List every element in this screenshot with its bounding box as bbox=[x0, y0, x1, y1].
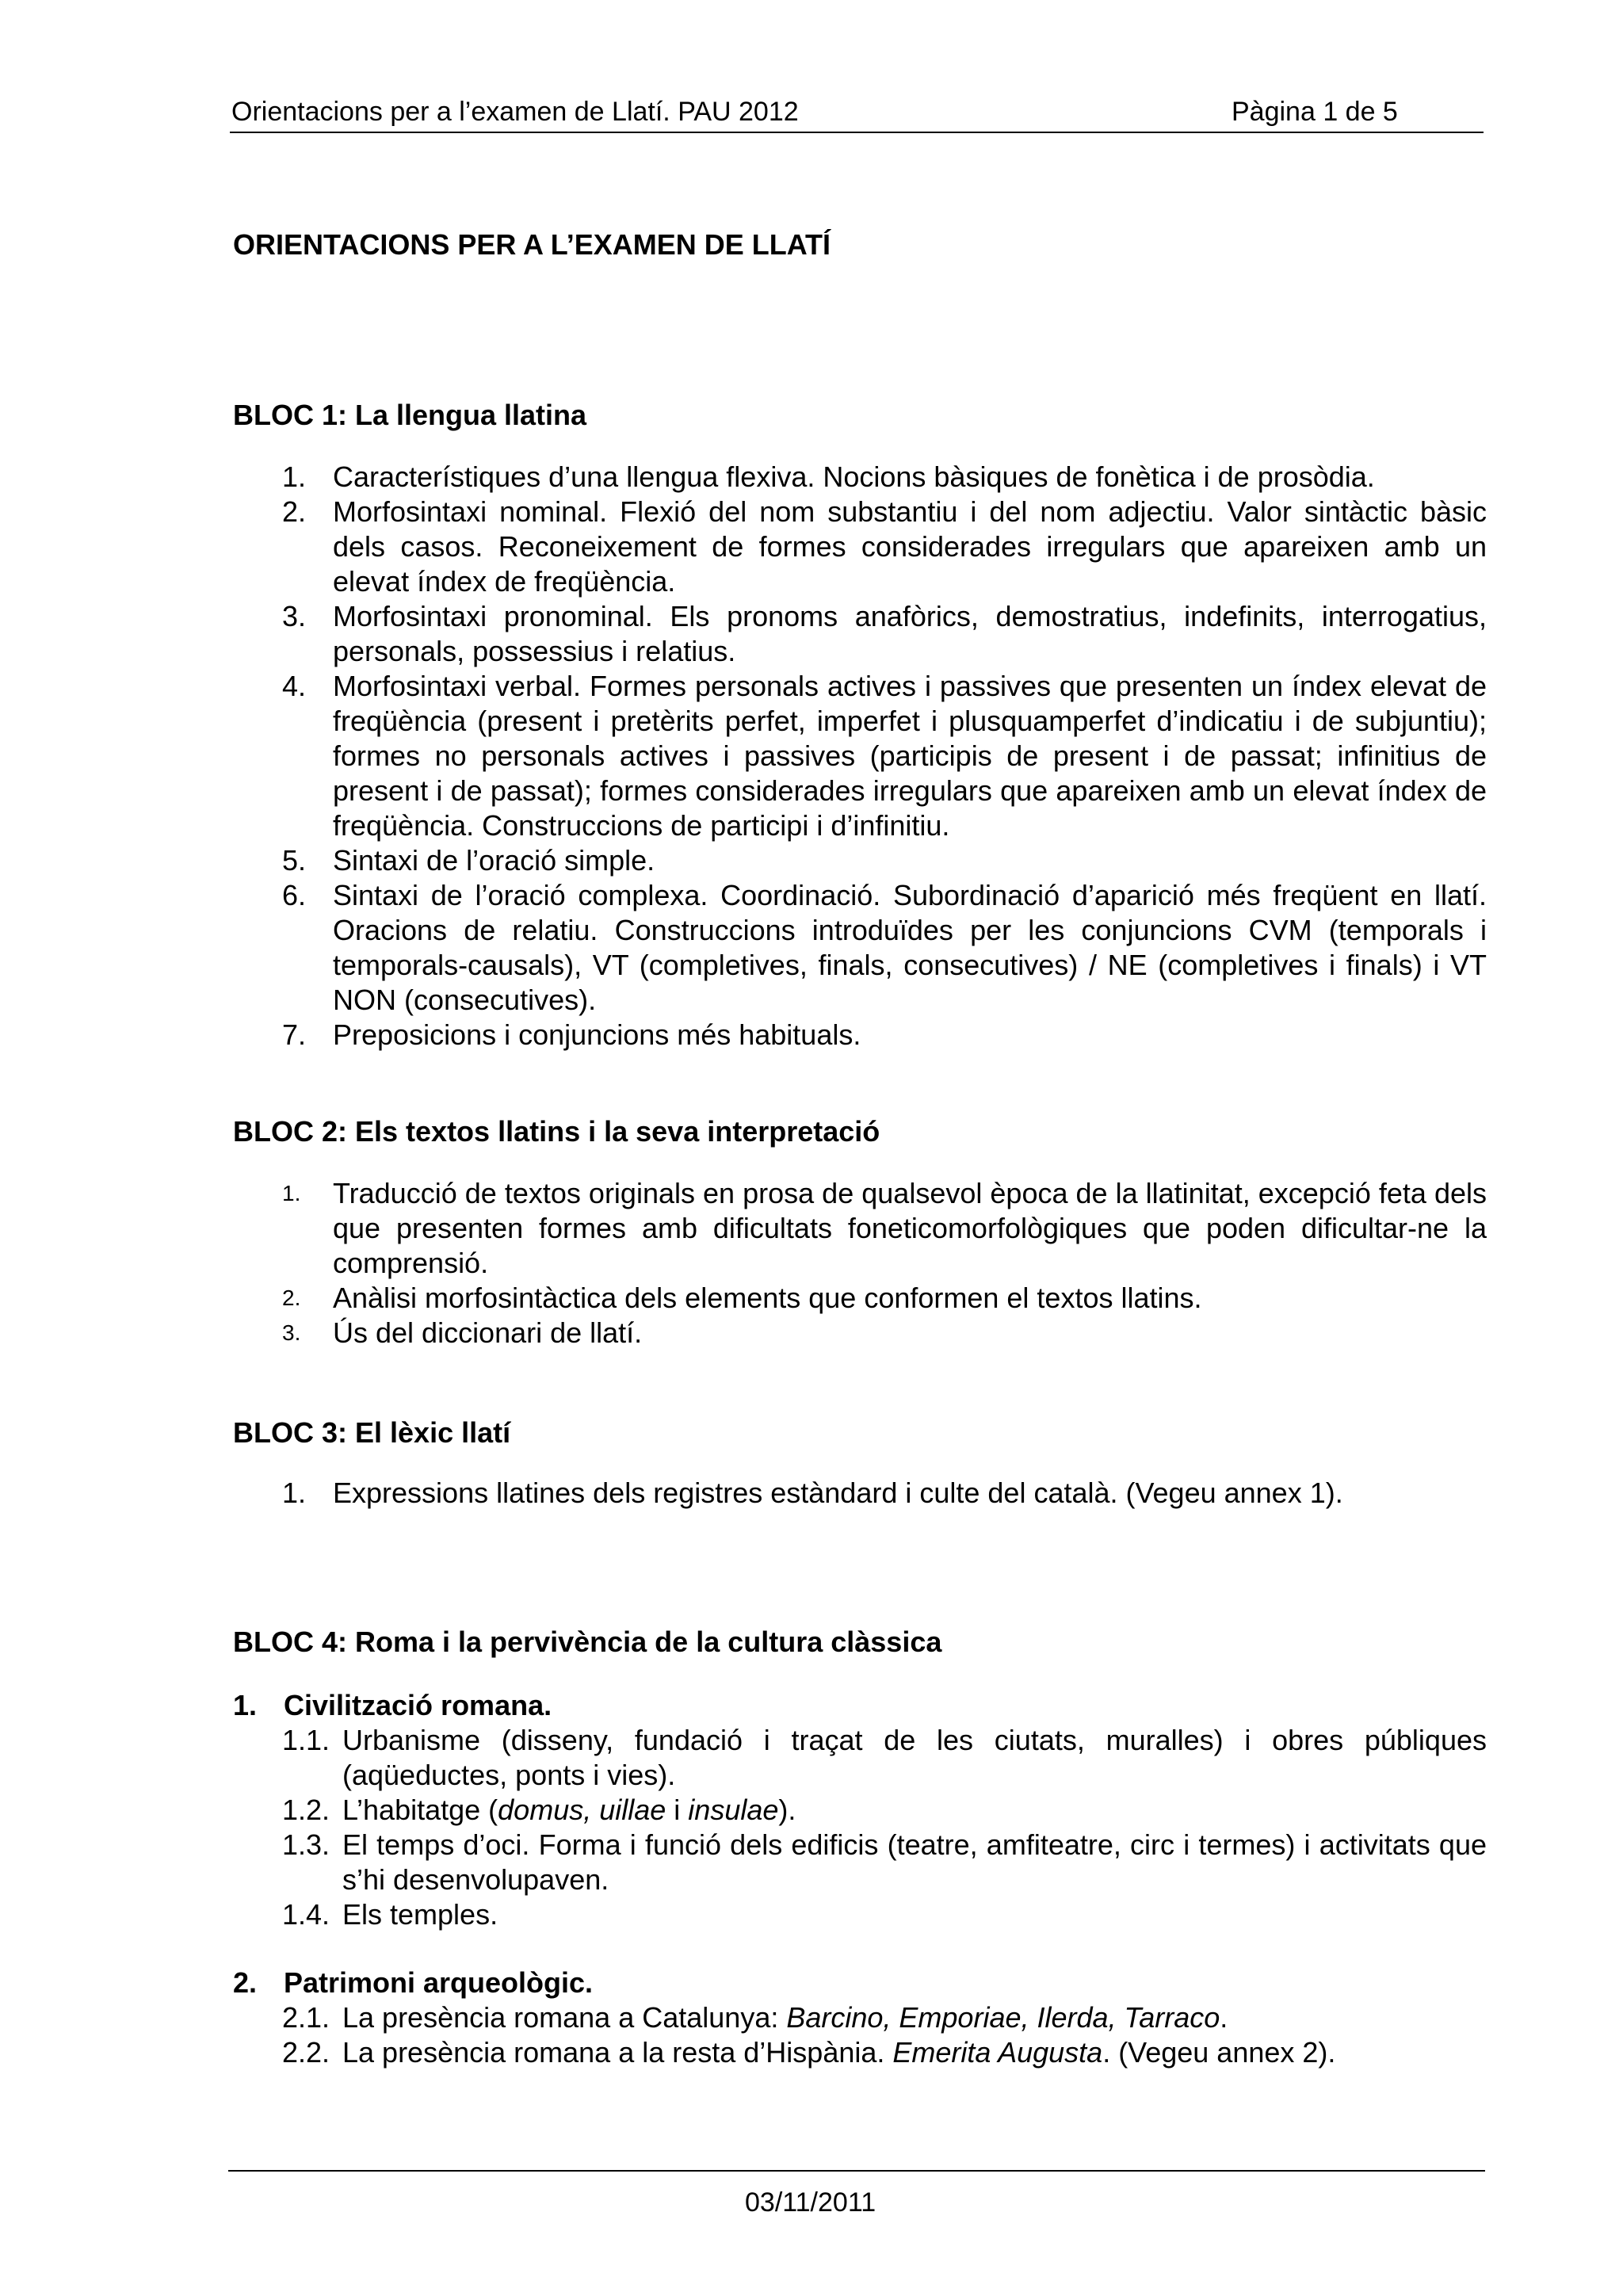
item-number: 1.2. bbox=[282, 1794, 330, 1826]
item-number: 1.4. bbox=[282, 1898, 330, 1931]
item-number: 4. bbox=[282, 670, 307, 702]
item-text-post: . bbox=[1220, 2001, 1228, 2034]
item-text-italic: domus, uillae bbox=[498, 1794, 666, 1826]
item-number: 1. bbox=[282, 1181, 301, 1205]
item-text-post: . (Vegeu annex 2). bbox=[1102, 2036, 1336, 2069]
list-item bbox=[233, 1723, 1487, 1793]
section-number: 2. bbox=[233, 1966, 258, 1999]
item-text-italic: Barcino, Emporiae, Ilerda, Tarraco bbox=[786, 2001, 1220, 2034]
item-text-pre: La presència romana a la resta d’Hispània. bbox=[342, 2036, 893, 2069]
item-number: 1.1. bbox=[282, 1724, 330, 1756]
list-item bbox=[233, 878, 1487, 1018]
header-page-number: Pàgina 1 de 5 bbox=[1232, 97, 1398, 127]
item-text: Característiques d’una llengua flexiva. Nocions bàsiques de fonètica i de prosòdia. bbox=[333, 460, 1375, 493]
header-doc-title: Orientacions per a l’examen de Llatí. PAU 2012 bbox=[231, 97, 799, 127]
list-item bbox=[233, 1176, 1487, 1281]
section-heading bbox=[233, 1966, 1487, 2000]
bloc2-list bbox=[233, 1176, 1487, 1350]
list-item bbox=[233, 1476, 1487, 1511]
item-number: 7. bbox=[282, 1018, 307, 1051]
bloc3-list bbox=[233, 1476, 1487, 1511]
item-number: 3. bbox=[282, 600, 307, 632]
item-text: Els temples. bbox=[342, 1898, 498, 1931]
bloc4-title bbox=[233, 1625, 1487, 1660]
bloc2-title bbox=[233, 1114, 1487, 1149]
bloc4-heading: BLOC 4: Roma i la pervivència de la cultura clàssica bbox=[233, 1626, 942, 1658]
bloc3-heading: BLOC 3: El lèxic llatí bbox=[233, 1416, 511, 1449]
bloc4-section1 bbox=[233, 1688, 1487, 1932]
item-text-pre: La presència romana a Catalunya: bbox=[342, 2001, 787, 2034]
bloc4-section2 bbox=[233, 1966, 1487, 2070]
document-title: ORIENTACIONS PER A L’EXAMEN DE LLATÍ bbox=[233, 228, 831, 261]
section-title: Patrimoni arqueològic. bbox=[284, 1966, 594, 1999]
item-text-post: ). bbox=[778, 1794, 796, 1826]
list-item bbox=[233, 1281, 1487, 1316]
item-number: 1. bbox=[282, 1477, 307, 1509]
item-text: Urbanisme (disseny, fundació i traçat de les ciutats, muralles) i obres públiques (aqüeductes, ponts i vies). bbox=[342, 1724, 1487, 1791]
section-number: 1. bbox=[233, 1689, 258, 1721]
item-number: 1. bbox=[282, 460, 307, 493]
list-item bbox=[233, 1316, 1487, 1350]
item-text: Sintaxi de l’oració simple. bbox=[333, 844, 655, 877]
list-item bbox=[233, 1828, 1487, 1897]
list-item bbox=[233, 495, 1487, 599]
item-number: 6. bbox=[282, 879, 307, 911]
item-text: Expressions llatines dels registres estàndard i culte del català. (Vegeu annex 1). bbox=[333, 1477, 1343, 1509]
list-item bbox=[233, 1018, 1487, 1052]
list-item bbox=[233, 2000, 1487, 2035]
item-number: 5. bbox=[282, 844, 307, 877]
item-text: Ús del diccionari de llatí. bbox=[333, 1316, 643, 1349]
list-item bbox=[233, 460, 1487, 495]
footer-rule bbox=[228, 2170, 1485, 2172]
bloc2-heading: BLOC 2: Els textos llatins i la seva interpretació bbox=[233, 1115, 880, 1148]
section-heading bbox=[233, 1688, 1487, 1723]
list-item bbox=[233, 843, 1487, 878]
item-number: 2. bbox=[282, 1286, 301, 1310]
list-item bbox=[233, 2035, 1487, 2070]
item-number: 1.3. bbox=[282, 1828, 330, 1861]
list-item bbox=[233, 1897, 1487, 1932]
item-number: 3. bbox=[282, 1320, 301, 1345]
item-text: Preposicions i conjuncions més habituals. bbox=[333, 1018, 861, 1051]
item-number: 2.2. bbox=[282, 2036, 330, 2069]
page-header bbox=[230, 94, 1484, 133]
section-title: Civilització romana. bbox=[284, 1689, 552, 1721]
bloc1-heading: BLOC 1: La llengua llatina bbox=[233, 399, 587, 431]
list-item bbox=[233, 669, 1487, 843]
item-text: El temps d’oci. Forma i funció dels edificis (teatre, amfiteatre, circ i termes) i activitats que s’hi desenvolupaven. bbox=[342, 1828, 1487, 1896]
item-text-italic: Emerita Augusta bbox=[892, 2036, 1103, 2069]
item-text-pre: L’habitatge ( bbox=[342, 1794, 498, 1826]
item-text: Traducció de textos originals en prosa de qualsevol època de la llatinitat, excepció feta dels que presenten formes amb dificultats foneticomorfològiques que poden dificultar-ne la comprensió. bbox=[333, 1177, 1487, 1279]
bloc3-title bbox=[233, 1415, 1487, 1450]
item-text: Morfosintaxi nominal. Flexió del nom substantiu i del nom adjectiu. Valor sintàctic bàsic dels casos. Reconeixement de formes considerades irregulars que apareixen amb un elevat índex de freqüència. bbox=[333, 495, 1487, 598]
item-text: Sintaxi de l’oració complexa. Coordinació. Subordinació d’aparició més freqüent en llatí. Oracions de relatiu. Construccions introduïdes per les conjuncions CVM (temporals i temporals-causals), VT (completives, finals, consecutives) / NE (completives i finals) i VT NON (consecutives). bbox=[333, 879, 1487, 1016]
item-text-italic: insulae bbox=[688, 1794, 779, 1826]
bloc1-list bbox=[233, 460, 1487, 1052]
item-number: 2.1. bbox=[282, 2001, 330, 2034]
footer-date: 03/11/2011 bbox=[745, 2187, 876, 2218]
item-text: Morfosintaxi pronominal. Els pronoms anafòrics, demostratius, indefinits, interrogatius, personals, possessius i relatius. bbox=[333, 600, 1487, 667]
item-text: Anàlisi morfosintàctica dels elements que conformen el textos llatins. bbox=[333, 1282, 1202, 1314]
list-item bbox=[233, 599, 1487, 669]
item-text-mid: i bbox=[666, 1794, 689, 1826]
item-number: 2. bbox=[282, 495, 307, 528]
item-text: Morfosintaxi verbal. Formes personals actives i passives que presenten un índex elevat de freqüència (present i pretèrits perfet, imperfet i plusquamperfet d’indicatiu i de subjuntiu); formes no personals actives i passives (participis de present i de passat; infinitius de present i de passat); formes considerades irregulars que apareixen amb un elevat índex de freqüència. Construccions de participi i d’infinitiu. bbox=[333, 670, 1487, 842]
bloc1-title bbox=[233, 398, 1487, 433]
list-item bbox=[233, 1793, 1487, 1828]
